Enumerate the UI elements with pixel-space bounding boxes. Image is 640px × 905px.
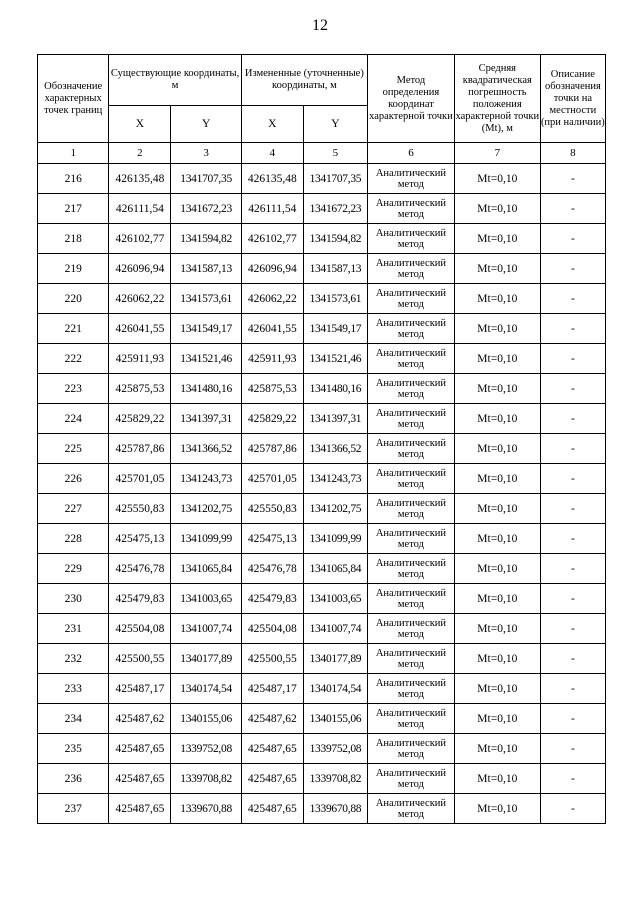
- existing-x-cell: 426111,54: [109, 194, 171, 224]
- changed-x-cell: 426041,55: [241, 314, 303, 344]
- existing-y-cell: 1339752,08: [171, 734, 241, 764]
- column-number: 1: [38, 143, 109, 164]
- table-row: [38, 584, 606, 614]
- changed-y-cell: 1341707,35: [303, 164, 367, 194]
- table-row: [38, 434, 606, 464]
- changed-x-cell: 425487,17: [241, 674, 303, 704]
- existing-x-cell: 426062,22: [109, 284, 171, 314]
- header-existing-coordinates: Существующие координаты, м: [109, 55, 241, 106]
- description-cell: -: [540, 674, 605, 704]
- error-cell: Mt=0,10: [454, 254, 540, 284]
- header-error: Средняя квадратическая погрешность положения характерной точки (Mt), м: [454, 55, 540, 143]
- method-cell: Аналитический метод: [367, 494, 454, 524]
- changed-y-cell: 1341397,31: [303, 404, 367, 434]
- table-row: [38, 284, 606, 314]
- existing-x-cell: 425911,93: [109, 344, 171, 374]
- method-cell: Аналитический метод: [367, 704, 454, 734]
- changed-x-cell: 426096,94: [241, 254, 303, 284]
- error-cell: Mt=0,10: [454, 794, 540, 824]
- description-cell: -: [540, 344, 605, 374]
- error-cell: Mt=0,10: [454, 644, 540, 674]
- point-cell: 226: [38, 464, 109, 494]
- point-cell: 233: [38, 674, 109, 704]
- method-cell: Аналитический метод: [367, 434, 454, 464]
- existing-x-cell: 425500,55: [109, 644, 171, 674]
- changed-x-cell: 425701,05: [241, 464, 303, 494]
- method-cell: Аналитический метод: [367, 404, 454, 434]
- description-cell: -: [540, 164, 605, 194]
- changed-y-cell: 1339752,08: [303, 734, 367, 764]
- changed-y-cell: 1341587,13: [303, 254, 367, 284]
- table-body: [38, 55, 606, 824]
- error-cell: Mt=0,10: [454, 464, 540, 494]
- point-cell: 224: [38, 404, 109, 434]
- table-row: [38, 374, 606, 404]
- existing-y-cell: 1341672,23: [171, 194, 241, 224]
- method-cell: Аналитический метод: [367, 464, 454, 494]
- table-row: [38, 644, 606, 674]
- changed-x-cell: 425487,65: [241, 794, 303, 824]
- changed-x-cell: 426062,22: [241, 284, 303, 314]
- point-cell: 223: [38, 374, 109, 404]
- header-description: Описание обозначения точки на местности (при наличии): [540, 55, 605, 143]
- description-cell: -: [540, 434, 605, 464]
- table-row: [38, 764, 606, 794]
- changed-x-cell: 425875,53: [241, 374, 303, 404]
- header-changed-x: X: [241, 106, 303, 143]
- description-cell: -: [540, 734, 605, 764]
- description-cell: -: [540, 314, 605, 344]
- description-cell: -: [540, 644, 605, 674]
- error-cell: Mt=0,10: [454, 404, 540, 434]
- point-cell: 227: [38, 494, 109, 524]
- description-cell: -: [540, 524, 605, 554]
- changed-x-cell: 425475,13: [241, 524, 303, 554]
- page-number: 12: [312, 17, 328, 34]
- changed-x-cell: 426111,54: [241, 194, 303, 224]
- point-cell: 216: [38, 164, 109, 194]
- header-existing-y: Y: [171, 106, 241, 143]
- changed-x-cell: 425487,65: [241, 734, 303, 764]
- existing-x-cell: 425487,65: [109, 794, 171, 824]
- existing-y-cell: 1341003,65: [171, 584, 241, 614]
- coordinates-table: [37, 54, 606, 824]
- error-cell: Mt=0,10: [454, 674, 540, 704]
- method-cell: Аналитический метод: [367, 344, 454, 374]
- existing-y-cell: 1341366,52: [171, 434, 241, 464]
- method-cell: Аналитический метод: [367, 314, 454, 344]
- method-cell: Аналитический метод: [367, 584, 454, 614]
- table-row: [38, 704, 606, 734]
- changed-y-cell: 1341099,99: [303, 524, 367, 554]
- table-row: [38, 614, 606, 644]
- existing-y-cell: 1341521,46: [171, 344, 241, 374]
- table-row: [38, 734, 606, 764]
- method-cell: Аналитический метод: [367, 254, 454, 284]
- method-cell: Аналитический метод: [367, 674, 454, 704]
- point-cell: 222: [38, 344, 109, 374]
- changed-y-cell: 1341243,73: [303, 464, 367, 494]
- header-existing-x: X: [109, 106, 171, 143]
- error-cell: Mt=0,10: [454, 434, 540, 464]
- changed-y-cell: 1341003,65: [303, 584, 367, 614]
- error-cell: Mt=0,10: [454, 374, 540, 404]
- changed-x-cell: 426102,77: [241, 224, 303, 254]
- existing-y-cell: 1339670,88: [171, 794, 241, 824]
- point-cell: 236: [38, 764, 109, 794]
- point-cell: 220: [38, 284, 109, 314]
- existing-x-cell: 425487,65: [109, 734, 171, 764]
- existing-x-cell: 425550,83: [109, 494, 171, 524]
- existing-y-cell: 1341007,74: [171, 614, 241, 644]
- existing-y-cell: 1341707,35: [171, 164, 241, 194]
- error-cell: Mt=0,10: [454, 524, 540, 554]
- error-cell: Mt=0,10: [454, 314, 540, 344]
- error-cell: Mt=0,10: [454, 764, 540, 794]
- existing-y-cell: 1341573,61: [171, 284, 241, 314]
- table-row: [38, 254, 606, 284]
- header-point: Обозначение характерных точек границ: [38, 55, 109, 143]
- changed-y-cell: 1341594,82: [303, 224, 367, 254]
- existing-y-cell: 1341480,16: [171, 374, 241, 404]
- method-cell: Аналитический метод: [367, 284, 454, 314]
- method-cell: Аналитический метод: [367, 644, 454, 674]
- point-cell: 221: [38, 314, 109, 344]
- changed-x-cell: 425550,83: [241, 494, 303, 524]
- changed-y-cell: 1341202,75: [303, 494, 367, 524]
- existing-x-cell: 426096,94: [109, 254, 171, 284]
- existing-y-cell: 1341099,99: [171, 524, 241, 554]
- column-number: 5: [303, 143, 367, 164]
- table-row: [38, 314, 606, 344]
- changed-y-cell: 1341007,74: [303, 614, 367, 644]
- point-cell: 229: [38, 554, 109, 584]
- method-cell: Аналитический метод: [367, 194, 454, 224]
- changed-x-cell: 425479,83: [241, 584, 303, 614]
- changed-y-cell: 1339708,82: [303, 764, 367, 794]
- error-cell: Mt=0,10: [454, 734, 540, 764]
- description-cell: -: [540, 254, 605, 284]
- existing-y-cell: 1341549,17: [171, 314, 241, 344]
- description-cell: -: [540, 614, 605, 644]
- table-row: [38, 794, 606, 824]
- existing-x-cell: 425875,53: [109, 374, 171, 404]
- existing-y-cell: 1341397,31: [171, 404, 241, 434]
- method-cell: Аналитический метод: [367, 374, 454, 404]
- error-cell: Mt=0,10: [454, 584, 540, 614]
- existing-x-cell: 425487,65: [109, 764, 171, 794]
- point-cell: 230: [38, 584, 109, 614]
- changed-y-cell: 1341480,16: [303, 374, 367, 404]
- method-cell: Аналитический метод: [367, 734, 454, 764]
- method-cell: Аналитический метод: [367, 224, 454, 254]
- method-cell: Аналитический метод: [367, 614, 454, 644]
- point-cell: 234: [38, 704, 109, 734]
- column-number: 6: [367, 143, 454, 164]
- header-changed-y: Y: [303, 106, 367, 143]
- description-cell: -: [540, 464, 605, 494]
- existing-x-cell: 425487,62: [109, 704, 171, 734]
- description-cell: -: [540, 224, 605, 254]
- table-row: [38, 464, 606, 494]
- description-cell: -: [540, 494, 605, 524]
- table-row: [38, 554, 606, 584]
- description-cell: -: [540, 284, 605, 314]
- changed-y-cell: 1339670,88: [303, 794, 367, 824]
- existing-y-cell: 1340155,06: [171, 704, 241, 734]
- method-cell: Аналитический метод: [367, 794, 454, 824]
- point-cell: 235: [38, 734, 109, 764]
- error-cell: Mt=0,10: [454, 554, 540, 584]
- point-cell: 231: [38, 614, 109, 644]
- changed-y-cell: 1341366,52: [303, 434, 367, 464]
- changed-x-cell: 425476,78: [241, 554, 303, 584]
- description-cell: -: [540, 704, 605, 734]
- method-cell: Аналитический метод: [367, 164, 454, 194]
- changed-y-cell: 1340177,89: [303, 644, 367, 674]
- changed-y-cell: 1340174,54: [303, 674, 367, 704]
- existing-x-cell: 425475,13: [109, 524, 171, 554]
- existing-y-cell: 1339708,82: [171, 764, 241, 794]
- changed-y-cell: 1341573,61: [303, 284, 367, 314]
- method-cell: Аналитический метод: [367, 764, 454, 794]
- changed-x-cell: 426135,48: [241, 164, 303, 194]
- existing-x-cell: 425504,08: [109, 614, 171, 644]
- changed-y-cell: 1341672,23: [303, 194, 367, 224]
- existing-y-cell: 1340177,89: [171, 644, 241, 674]
- existing-y-cell: 1340174,54: [171, 674, 241, 704]
- changed-y-cell: 1340155,06: [303, 704, 367, 734]
- description-cell: -: [540, 794, 605, 824]
- error-cell: Mt=0,10: [454, 614, 540, 644]
- point-cell: 228: [38, 524, 109, 554]
- header-row-top: [38, 55, 606, 106]
- description-cell: -: [540, 374, 605, 404]
- error-cell: Mt=0,10: [454, 284, 540, 314]
- changed-x-cell: 425487,62: [241, 704, 303, 734]
- description-cell: -: [540, 584, 605, 614]
- point-cell: 219: [38, 254, 109, 284]
- existing-y-cell: 1341202,75: [171, 494, 241, 524]
- changed-x-cell: 425504,08: [241, 614, 303, 644]
- description-cell: -: [540, 764, 605, 794]
- method-cell: Аналитический метод: [367, 554, 454, 584]
- changed-y-cell: 1341549,17: [303, 314, 367, 344]
- existing-x-cell: 425479,83: [109, 584, 171, 614]
- point-cell: 217: [38, 194, 109, 224]
- point-cell: 232: [38, 644, 109, 674]
- column-number: 8: [540, 143, 605, 164]
- existing-x-cell: 425787,86: [109, 434, 171, 464]
- table-row: [38, 224, 606, 254]
- description-cell: -: [540, 404, 605, 434]
- error-cell: Mt=0,10: [454, 224, 540, 254]
- existing-y-cell: 1341587,13: [171, 254, 241, 284]
- table-row: [38, 404, 606, 434]
- changed-y-cell: 1341065,84: [303, 554, 367, 584]
- error-cell: Mt=0,10: [454, 164, 540, 194]
- existing-x-cell: 426135,48: [109, 164, 171, 194]
- changed-y-cell: 1341521,46: [303, 344, 367, 374]
- changed-x-cell: 425911,93: [241, 344, 303, 374]
- existing-x-cell: 426041,55: [109, 314, 171, 344]
- point-cell: 218: [38, 224, 109, 254]
- changed-x-cell: 425829,22: [241, 404, 303, 434]
- description-cell: -: [540, 194, 605, 224]
- table-row: [38, 164, 606, 194]
- existing-x-cell: 425487,17: [109, 674, 171, 704]
- description-cell: -: [540, 554, 605, 584]
- existing-x-cell: 425701,05: [109, 464, 171, 494]
- existing-y-cell: 1341065,84: [171, 554, 241, 584]
- point-cell: 237: [38, 794, 109, 824]
- table-row: [38, 524, 606, 554]
- column-number: 2: [109, 143, 171, 164]
- header-changed-coordinates: Измененные (уточненные) координаты, м: [241, 55, 367, 106]
- method-cell: Аналитический метод: [367, 524, 454, 554]
- changed-x-cell: 425487,65: [241, 764, 303, 794]
- column-number: 4: [241, 143, 303, 164]
- existing-x-cell: 425829,22: [109, 404, 171, 434]
- error-cell: Mt=0,10: [454, 704, 540, 734]
- existing-x-cell: 425476,78: [109, 554, 171, 584]
- table-row: [38, 674, 606, 704]
- existing-y-cell: 1341243,73: [171, 464, 241, 494]
- existing-y-cell: 1341594,82: [171, 224, 241, 254]
- column-number: 3: [171, 143, 241, 164]
- changed-x-cell: 425787,86: [241, 434, 303, 464]
- point-cell: 225: [38, 434, 109, 464]
- table-row: [38, 494, 606, 524]
- existing-x-cell: 426102,77: [109, 224, 171, 254]
- header-method: Метод определения координат характерной точки: [367, 55, 454, 143]
- table-row: [38, 194, 606, 224]
- error-cell: Mt=0,10: [454, 344, 540, 374]
- error-cell: Mt=0,10: [454, 494, 540, 524]
- column-number-row: [38, 143, 606, 164]
- column-number: 7: [454, 143, 540, 164]
- table-row: [38, 344, 606, 374]
- error-cell: Mt=0,10: [454, 194, 540, 224]
- changed-x-cell: 425500,55: [241, 644, 303, 674]
